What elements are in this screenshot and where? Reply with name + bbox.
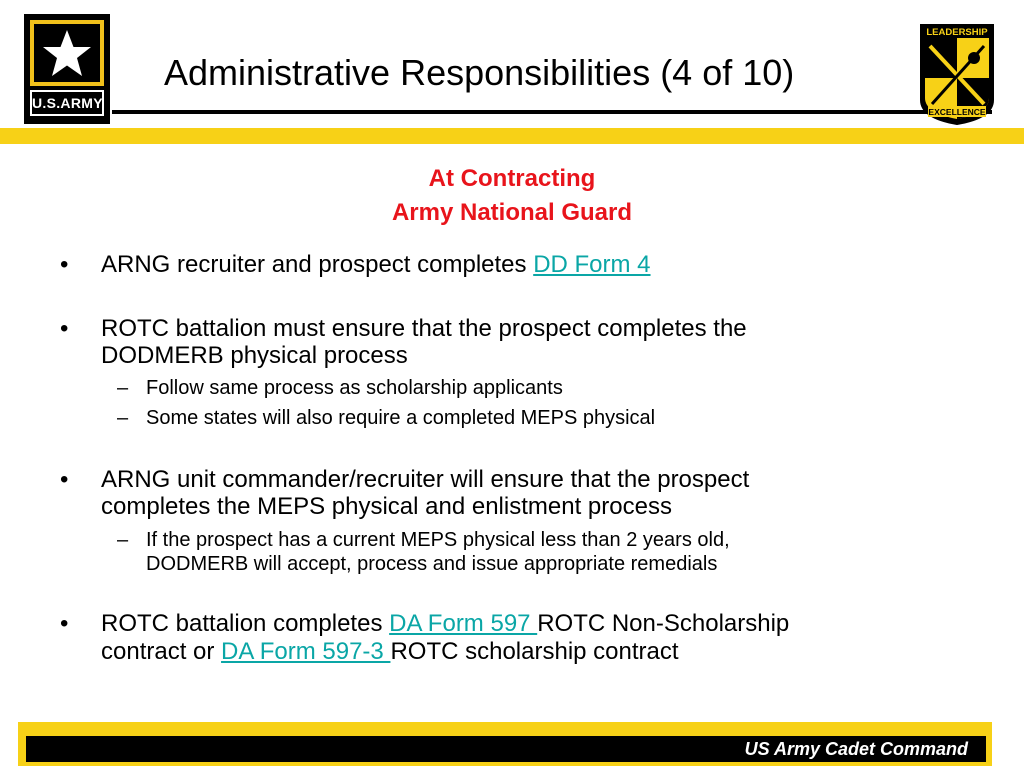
star-icon: [37, 26, 97, 82]
sub-bullet-item: [0, 406, 1024, 432]
sub-bullet-item: [0, 528, 1024, 554]
bullet-text: ARNG recruiter and prospect completes DD Form 4: [101, 251, 651, 278]
sub-bullet-marker: –: [117, 529, 129, 551]
badge-text-top: LEADERSHIP: [926, 27, 988, 38]
sub-bullet-marker: –: [117, 407, 129, 429]
da-form-597-link[interactable]: DA Form 597: [389, 610, 538, 637]
bullet-marker: •: [60, 251, 69, 278]
header-gold-band: [0, 128, 1024, 144]
bullet-text-line1: ARNG unit commander/recruiter will ensure that the prospect: [101, 466, 750, 493]
bullet-item: [0, 467, 1024, 495]
da-form-597-3-link[interactable]: DA Form 597-3: [221, 638, 391, 665]
bullet-item: [0, 611, 1024, 639]
bullet-continuation: [0, 343, 1024, 371]
bullet-continuation: [0, 494, 1024, 522]
bullet-text-line2: completes the MEPS physical and enlistment process: [101, 493, 672, 520]
badge-text-bottom: EXCELLENCE: [928, 107, 986, 117]
bullet-item: [0, 316, 1024, 344]
bullet-continuation: [0, 639, 1024, 667]
helmet-icon: [968, 52, 980, 64]
dd-form-4-link[interactable]: DD Form 4: [533, 251, 651, 278]
page-title: Administrative Responsibilities (4 of 10): [164, 52, 795, 93]
rotc-leadership-excellence-badge: [918, 22, 996, 126]
bullet-text-line2: contract or DA Form 597-3 ROTC scholarship contract: [101, 638, 679, 665]
title-underline: [112, 110, 992, 114]
sub-bullet-text-line1: If the prospect has a current MEPS physical less than 2 years old,: [146, 529, 730, 551]
bullet-item: [0, 252, 1024, 280]
sub-bullet-text: Some states will also require a completed MEPS physical: [146, 407, 656, 429]
sub-bullet-item: [0, 376, 1024, 402]
footer-bar: [26, 736, 986, 762]
sub-bullet-text: Follow same process as scholarship applicants: [146, 377, 563, 399]
bullet-text-line2: DODMERB physical process: [101, 342, 408, 369]
section-heading-line2: Army National Guard: [391, 199, 633, 226]
sub-bullet-marker: –: [117, 377, 129, 399]
army-logo-text: U.S.ARMY: [30, 90, 104, 116]
section-heading-line1: At Contracting: [428, 165, 596, 192]
us-army-logo: [24, 14, 110, 124]
bullet-text-line1: ROTC battalion completes DA Form 597 ROTC Non-Scholarship: [101, 610, 790, 637]
bullet-marker: •: [60, 610, 69, 637]
bullet-text-line1: ROTC battalion must ensure that the prospect completes the: [101, 315, 747, 342]
footer-text: US Army Cadet Command: [744, 739, 968, 759]
sub-bullet-text-line2: DODMERB will accept, process and issue appropriate remedials: [146, 553, 718, 575]
sub-bullet-continuation: [0, 552, 1024, 578]
army-star-frame: [30, 20, 104, 86]
bullet-marker: •: [60, 466, 69, 493]
bullet-marker: •: [60, 315, 69, 342]
